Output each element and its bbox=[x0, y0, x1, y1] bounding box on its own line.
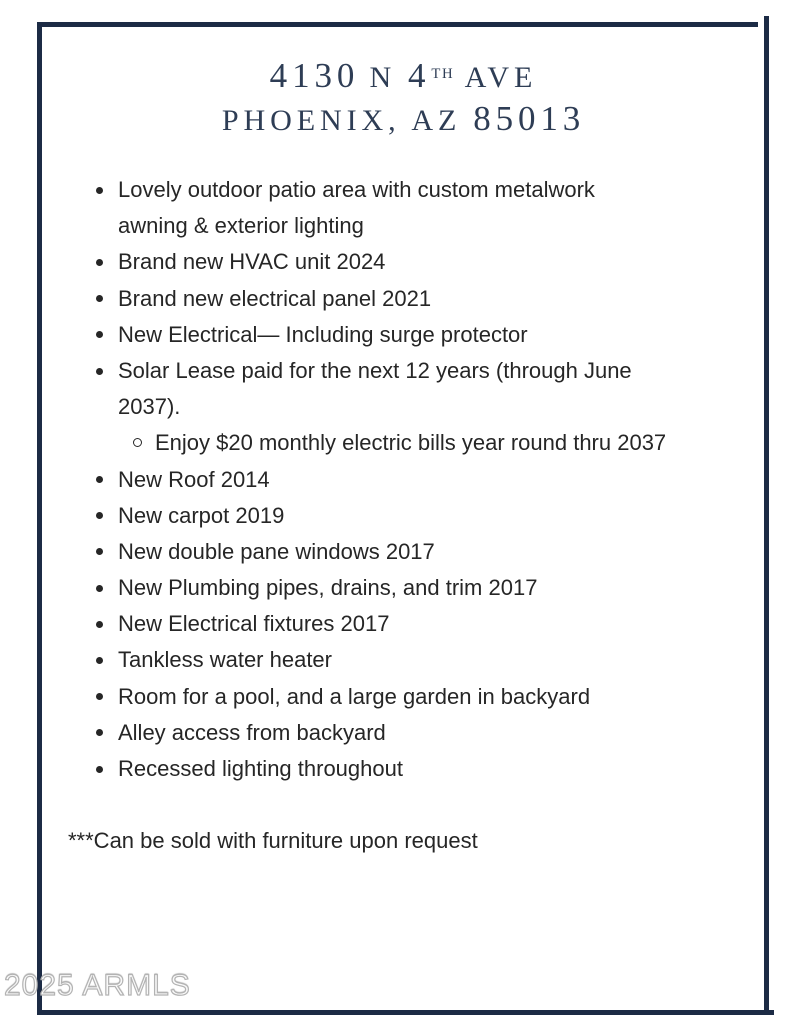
feature-line bbox=[0, 570, 800, 606]
property-address bbox=[37, 54, 770, 141]
street-ordinal: TH bbox=[431, 66, 455, 82]
feature-line bbox=[0, 498, 800, 534]
bullet-icon bbox=[96, 368, 103, 375]
bullet-icon bbox=[96, 657, 103, 664]
zip-code: 85013 bbox=[473, 99, 586, 139]
feature-text: Lovely outdoor patio area with custom metalwork bbox=[118, 177, 595, 202]
feature-line bbox=[0, 462, 800, 498]
feature-text: Enjoy $20 monthly electric bills year round thru 2037 bbox=[155, 430, 667, 456]
bullet-icon bbox=[96, 766, 103, 773]
street-direction: N bbox=[369, 60, 397, 95]
feature-text: Brand new electrical panel 2021 bbox=[118, 285, 432, 311]
bullet-icon bbox=[96, 548, 103, 555]
feature-text: New double pane windows 2017 bbox=[118, 538, 435, 564]
feature-text: New Plumbing pipes, drains, and trim 2017 bbox=[118, 575, 538, 601]
armls-watermark: 2025 ARMLS bbox=[4, 969, 191, 1002]
feature-list bbox=[0, 172, 800, 787]
feature-text: New Roof 2014 bbox=[118, 466, 270, 492]
street-type: AVE bbox=[464, 60, 538, 95]
feature-text: New Electrical fixtures 2017 bbox=[118, 611, 390, 637]
feature-line bbox=[0, 208, 800, 244]
frame-border-bottom bbox=[37, 1010, 774, 1015]
feature-line bbox=[0, 751, 800, 787]
feature-text: Brand new HVAC unit 2024 bbox=[118, 249, 386, 275]
feature-line bbox=[0, 679, 800, 715]
feature-text: 2037). bbox=[118, 394, 181, 420]
bullet-icon bbox=[96, 512, 103, 519]
feature-text: Tankless water heater bbox=[118, 647, 332, 673]
bullet-icon bbox=[96, 187, 103, 194]
feature-line bbox=[0, 389, 800, 425]
bullet-icon bbox=[96, 331, 103, 338]
feature-line bbox=[0, 534, 800, 570]
bullet-icon bbox=[96, 621, 103, 628]
feature-text: Recessed lighting throughout bbox=[118, 756, 403, 781]
bullet-icon bbox=[96, 476, 103, 483]
feature-line bbox=[0, 353, 800, 389]
feature-line bbox=[0, 281, 800, 317]
address-line-2 bbox=[37, 98, 770, 141]
bullet-icon bbox=[96, 295, 103, 302]
feature-line bbox=[0, 715, 800, 751]
feature-line bbox=[0, 244, 800, 280]
bullet-icon bbox=[96, 585, 103, 592]
circle-bullet-icon bbox=[133, 438, 142, 447]
feature-line bbox=[0, 317, 800, 353]
furniture-note: ***Can be sold with furniture upon request bbox=[68, 828, 478, 853]
street-name-number: 4 bbox=[408, 56, 431, 96]
feature-text: Room for a pool, and a large garden in backyard bbox=[118, 683, 591, 709]
feature-line bbox=[0, 606, 800, 642]
feature-text: New carpot 2019 bbox=[118, 502, 285, 528]
bullet-icon bbox=[96, 729, 103, 736]
frame-border-top bbox=[37, 22, 758, 27]
bullet-icon bbox=[96, 259, 103, 266]
street-number: 4130 bbox=[269, 56, 360, 96]
feature-text: Alley access from backyard bbox=[118, 719, 386, 745]
feature-text: awning & exterior lighting bbox=[118, 213, 364, 239]
address-line-1 bbox=[37, 54, 770, 98]
feature-line bbox=[0, 642, 800, 678]
bullet-icon bbox=[96, 693, 103, 700]
city-state: PHOENIX, AZ bbox=[221, 103, 462, 138]
feature-text: New Electrical— Including surge protector bbox=[118, 321, 528, 347]
sub-feature-line bbox=[0, 425, 800, 461]
feature-text: Solar Lease paid for the next 12 years (through June bbox=[118, 357, 632, 383]
feature-line bbox=[0, 172, 800, 208]
